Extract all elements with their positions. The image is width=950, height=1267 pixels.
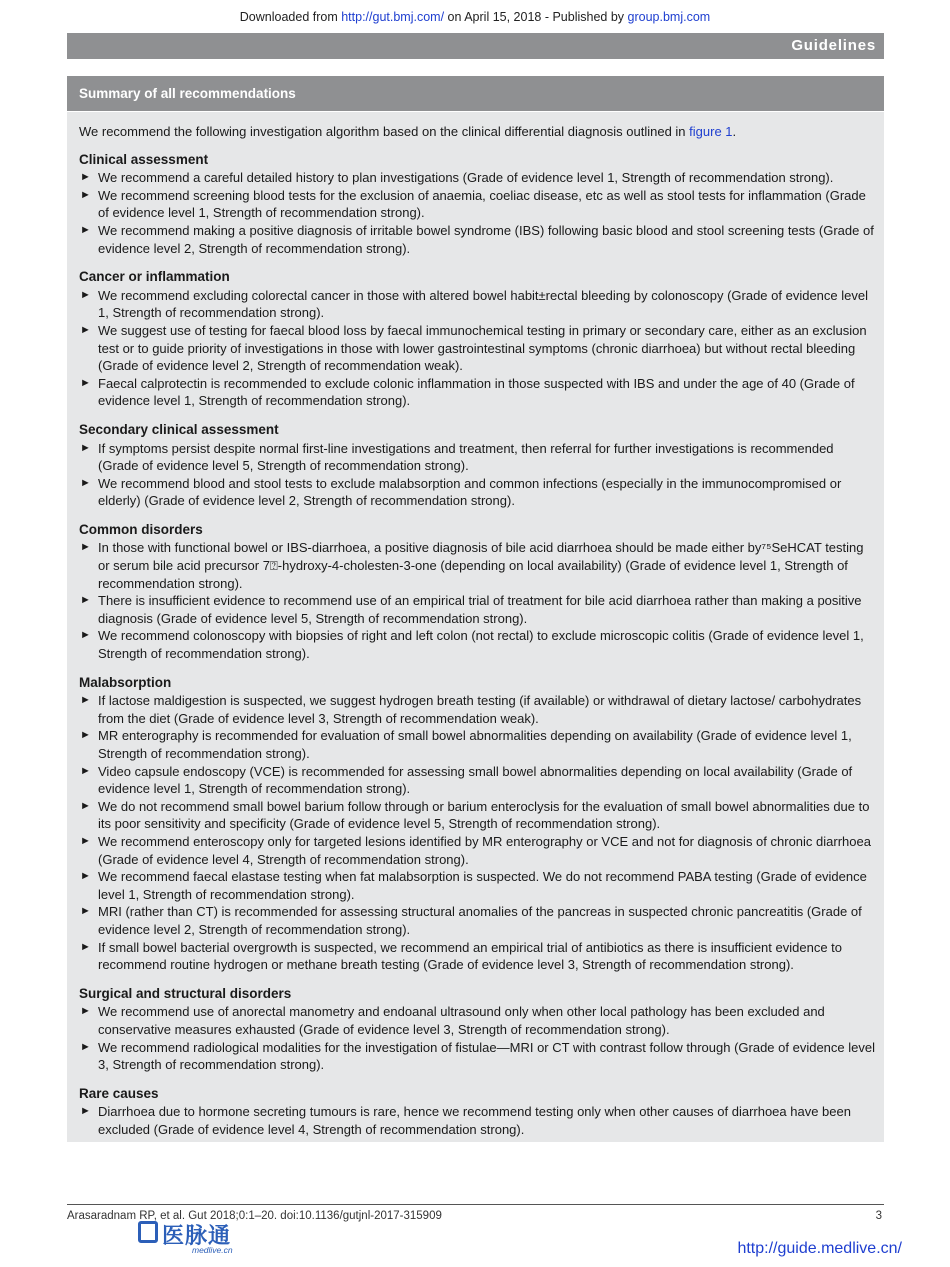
summary-box-header (67, 76, 884, 111)
bullet-arrow-icon: ► (80, 188, 91, 201)
section-heading: Cancer or inflammation (79, 269, 230, 285)
bullet-arrow-icon: ► (80, 1005, 91, 1018)
section-banner (67, 33, 884, 59)
section-heading: Surgical and structural disorders (79, 985, 292, 1001)
recommendation-text: We recommend colonoscopy with biopsies of right and left colon (not rectal) to exclude microscopic colitis (Grade of evidence level 1, Strength of recommendation strong). (98, 628, 864, 662)
recommendation-text: MRI (rather than CT) is recommended for assessing structural anomalies of the pancreas in suspected chronic pancreatitis (Grade of evidence level 2, Strength of recommendation strong). (98, 904, 862, 937)
bullet-arrow-icon: ► (80, 376, 91, 389)
footer-divider (67, 1204, 884, 1205)
recommendation-item (79, 287, 875, 322)
recommendation-text: We recommend use of anorectal manometry and endoanal ultrasound only when other local pathology has been excluded and conservative measures exhausted (Grade of evidence level 3, Strength of recommendation strong). (98, 1004, 825, 1037)
bullet-arrow-icon: ► (80, 1040, 91, 1053)
recommendation-item (79, 627, 875, 662)
recommendation-text: If lactose maldigestion is suspected, we suggest hydrogen breath testing (if available) or withdrawal of dietary lactose/ carbohydrates from the diet (Grade of evidence level 3, Strength of recommendation weak). (98, 693, 862, 726)
bullet-arrow-icon: ► (80, 541, 91, 554)
recommendation-text: If small bowel bacterial overgrowth is suspected, we recommend an empirical trial of antibiotics as there is insufficient evidence to recommend routine hydrogen or methane breath testing (Grade of evidence level 3, Strength of recommendation strong). (98, 939, 842, 973)
intro-end: . (732, 124, 737, 139)
medlive-logo (138, 1219, 238, 1255)
bullet-arrow-icon: ► (80, 870, 91, 883)
section-heading: Common disorders (79, 521, 203, 537)
recommendation-text: There is insufficient evidence to recommend use of an empirical trial of treatment for bile acid diarrhoea rather than making a positive diagnosis (Grade of evidence level 5, Strength of recommendation strong). (98, 593, 862, 626)
section-label: Guidelines (791, 37, 876, 54)
recommendation-item (79, 322, 875, 375)
download-prefix: Downloaded from (239, 10, 342, 24)
recommendation-item (79, 868, 875, 903)
recommendation-item (79, 833, 875, 868)
recommendation-section (79, 674, 875, 974)
bullet-arrow-icon: ► (80, 223, 91, 236)
summary-box (67, 112, 884, 1142)
recommendation-section (79, 421, 875, 510)
recommendation-text: We recommend a careful detailed history to plan investigations (Grade of evidence level 1, Strength of recommendation strong). (98, 170, 834, 186)
recommendation-section (79, 151, 875, 258)
intro-paragraph (79, 123, 875, 141)
recommendation-text: We recommend blood and stool tests to exclude malabsorption and common infections (especially in the immunocompromised or elderly) (Grade of evidence level 2, Strength of recommendation strong). (98, 475, 842, 509)
watermark-url[interactable]: http://guide.medlive.cn/ (737, 1240, 902, 1257)
recommendation-item (79, 592, 875, 627)
recommendation-item (79, 903, 875, 938)
bullet-arrow-icon: ► (80, 629, 91, 642)
logo-text: 医脉通 (162, 1223, 232, 1248)
bullet-arrow-icon: ► (80, 694, 91, 707)
bullet-arrow-icon: ► (80, 729, 91, 742)
logo-mark-icon (138, 1221, 158, 1243)
recommendation-item (79, 939, 875, 974)
section-heading: Secondary clinical assessment (79, 421, 279, 437)
section-heading: Clinical assessment (79, 151, 209, 167)
recommendation-text: We suggest use of testing for faecal blood loss by faecal immunochemical testing in primary or secondary care, either as an exclusion test or to guide priority of investigations in those with lower gastrointestinal symptoms (chronic diarrhoea) but without rectal bleeding (Grade of evidence level 2, Strength of recommendation weak). (98, 322, 867, 374)
recommendation-sections (79, 151, 875, 1139)
figure-1-link[interactable]: figure 1 (689, 124, 733, 139)
bullet-arrow-icon: ► (80, 288, 91, 301)
bullet-arrow-icon: ► (80, 1105, 91, 1118)
bullet-arrow-icon: ► (80, 594, 91, 607)
section-heading: Rare causes (79, 1085, 159, 1101)
recommendation-section (79, 985, 875, 1074)
intro-text: We recommend the following investigation algorithm based on the clinical differential diagnosis outlined in (79, 124, 690, 139)
logo-subtext: medlive.cn (192, 1245, 233, 1255)
bullet-arrow-icon: ► (80, 476, 91, 489)
recommendation-text: If symptoms persist despite normal first-line investigations and treatment, then referral for further investigations is recommended (Grade of evidence level 5, Strength of recommendation strong). (98, 440, 834, 474)
bullet-arrow-icon: ► (80, 323, 91, 336)
download-notice (0, 10, 950, 24)
recommendation-text: We recommend screening blood tests for the exclusion of anaemia, coeliac disease, etc as well as stool tests for inflammation (Grade of evidence level 1, Strength of recommendation strong). (98, 187, 866, 221)
recommendation-text: Diarrhoea due to hormone secreting tumours is rare, hence we recommend testing only when other causes of diarrhoea have been excluded (Grade of evidence level 4, Strength of recommendation strong). (98, 1104, 851, 1137)
recommendation-text: We recommend excluding colorectal cancer in those with altered bowel habit±rectal bleeding by colonoscopy (Grade of evidence level 1, Strength of recommendation strong). (98, 287, 868, 321)
recommendation-item (79, 375, 875, 410)
bullet-arrow-icon: ► (80, 834, 91, 847)
recommendation-item (79, 187, 875, 222)
journal-link[interactable]: http://gut.bmj.com/ (341, 10, 445, 24)
recommendation-text: We recommend enteroscopy only for targeted lesions identified by MR enterography or VCE and not for diagnosis of chronic diarrhoea (Grade of evidence level 4, Strength of recommendation strong). (98, 833, 871, 867)
recommendation-item (79, 222, 875, 257)
bullet-arrow-icon: ► (80, 940, 91, 953)
recommendation-item (79, 475, 875, 510)
bullet-arrow-icon: ► (80, 799, 91, 812)
recommendation-text: We recommend making a positive diagnosis of irritable bowel syndrome (IBS) following basic blood and stool screening tests (Grade of evidence level 2, Strength of recommendation strong). (98, 222, 874, 256)
recommendation-item (79, 169, 875, 187)
recommendation-item (79, 539, 875, 592)
summary-box-title: Summary of all recommendations (79, 86, 296, 101)
bullet-arrow-icon: ► (80, 905, 91, 918)
recommendation-text: We recommend faecal elastase testing when fat malabsorption is suspected. We do not recommend PABA testing (Grade of evidence level 1, Strength of recommendation strong). (98, 869, 867, 902)
recommendation-item (79, 1003, 875, 1038)
download-middle: on April 15, 2018 - Published by (444, 10, 628, 24)
recommendation-item (79, 1103, 875, 1138)
recommendation-text: We do not recommend small bowel barium follow through or barium enteroclysis for the evaluation of small bowel abnormalities due to its poor sensitivity and specificity (Grade of evidence level 5, Strength of recommendation strong). (98, 798, 870, 832)
recommendation-item (79, 763, 875, 798)
recommendation-section (79, 521, 875, 663)
publisher-link[interactable]: group.bmj.com (627, 10, 711, 24)
recommendation-text: We recommend radiological modalities for the investigation of fistulae—MRI or CT with contrast follow through (Grade of evidence level 3, Strength of recommendation strong). (98, 1039, 875, 1073)
recommendation-item (79, 727, 875, 762)
page-number: 3 (875, 1210, 882, 1222)
recommendation-section (79, 268, 875, 410)
recommendation-item (79, 798, 875, 833)
recommendation-item (79, 1039, 875, 1074)
footer-citation: Arasaradnam RP, et al. Gut 2018;0:1–20. doi:10.1136/gutjnl-2017-315909 (67, 1210, 442, 1222)
bullet-arrow-icon: ► (80, 764, 91, 777)
summary-content (79, 123, 875, 1149)
bullet-arrow-icon: ► (80, 171, 91, 184)
recommendation-item (79, 692, 875, 727)
recommendation-item (79, 440, 875, 475)
bullet-arrow-icon: ► (80, 441, 91, 454)
recommendation-text: MR enterography is recommended for evaluation of small bowel abnormalities depending on availability (Grade of evidence level 1, Strength of recommendation strong). (98, 728, 852, 761)
recommendation-section (79, 1085, 875, 1139)
recommendation-text: Faecal calprotectin is recommended to exclude colonic inflammation in those suspected with IBS and under the age of 40 (Grade of evidence level 1, Strength of recommendation strong). (98, 375, 855, 409)
recommendation-text: In those with functional bowel or IBS-diarrhoea, a positive diagnosis of bile acid diarrhoea should be made either by⁷⁵SeHCAT testing or serum bile acid precursor 7⍰-hydroxy-4-cholesten-3-one (depending on local availability) (Grade of evidence level 1, Strength of recommendation strong). (98, 540, 864, 591)
recommendation-text: Video capsule endoscopy (VCE) is recommended for assessing small bowel abnormalities depending on local availability (Grade of evidence level 1, Strength of recommendation strong). (98, 763, 853, 797)
section-heading: Malabsorption (79, 674, 172, 690)
